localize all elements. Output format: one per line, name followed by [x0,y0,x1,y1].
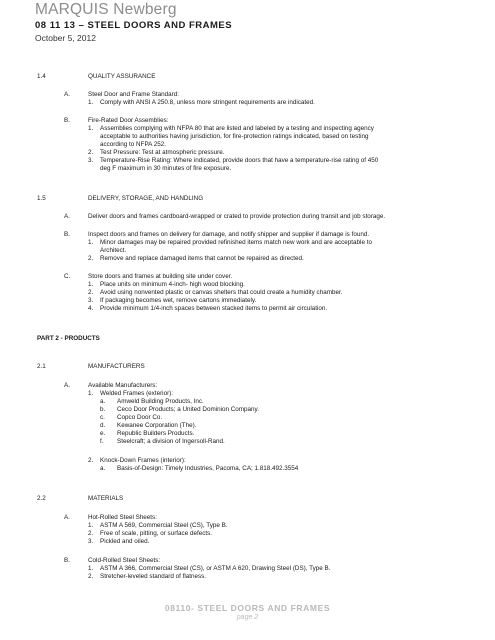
subitem-text: Steelcraft; a division of Ingersoll-Rand. [117,438,225,445]
subitem-text: Ceco Door Products; a United Dominion Company. [117,406,259,413]
article-label: B. [64,117,70,124]
article-text: Inspect doors and frames on delivery for damage, and notify shipper and supplier if damage is found. [88,231,370,238]
item-text: ASTM A 366, Commercial Steel (CS), or ASTM A 620, Drawing Steel (DS), Type B. [100,565,331,572]
article-label: A. [64,514,70,521]
item-text: Minor damages may be repaired provided refinished items match new work and are acceptable to [100,239,372,246]
article-text: Cold-Rolled Steel Sheets: [88,557,161,564]
section-number: 2.1 [37,363,46,370]
item-number: 3. [88,538,94,545]
section-number: 1.5 [37,195,46,202]
article-label: B. [64,557,70,564]
footer-page-number: page 2 [236,614,259,621]
item-number: 2. [88,289,94,296]
subitem-letter: a. [100,465,106,472]
section-number: 2.2 [37,495,46,502]
section-title: MATERIALS [88,495,124,502]
item-number: 1. [88,99,94,106]
subitem-letter: d. [100,422,106,429]
project-brand: MARQUIS Newberg [35,1,177,18]
document-date: October 5, 2012 [35,33,96,43]
item-number: 2. [88,149,94,156]
item-text: Test Pressure: Test at atmospheric pressure. [100,149,225,156]
section-title: MANUFACTURERS [88,363,145,370]
item-text: Architect. [100,247,127,254]
item-text: Comply with ANSI A 250.8, unless more stringent requirements are indicated. [100,99,315,106]
item-number: 1. [88,565,94,572]
item-text: ASTM A 569, Commercial Steel (CS), Type B. [100,522,228,529]
article-text: Deliver doors and frames cardboard-wrapped or crated to provide protection during transit and job storage. [88,213,386,220]
item-number: 1. [88,522,94,529]
item-text: Avoid using nonvented plastic or canvas shelters that could create a humidity chamber. [100,289,343,296]
item-text: Temperature-Rise Rating: Where indicated, provide doors that have a temperature-rise rating of 450 [100,157,379,164]
part-heading: PART 2 - PRODUCTS [37,335,100,342]
item-text: according to NFPA 252. [100,141,167,148]
article-label: A. [64,91,70,98]
item-text: Pickled and oiled. [100,538,150,545]
subitem-text: Copco Door Co. [117,414,163,421]
item-number: 1. [88,390,94,397]
item-text: Free of scale, pitting, or surface defects. [100,530,212,537]
item-text: deg F maximum in 30 minutes of fire exposure. [100,165,232,172]
item-text: Knock-Down Frames (interior): [100,457,186,464]
item-text: Stretcher-leveled standard of flatness. [100,573,207,580]
page-header [35,1,232,44]
item-text: Place units on minimum 4-inch- high wood blocking. [100,281,245,288]
subitem-text: Kewanee Corporation (The). [117,422,197,429]
subitem-text: Amweld Building Products, Inc. [117,398,204,405]
item-number: 2. [88,255,94,262]
item-text: Assemblies complying with NFPA 80 that are listed and labeled by a testing and inspecting agency [100,125,374,132]
item-number: 4. [88,305,94,312]
item-text: Provide minimum 1/4-inch spaces between stacked items to permit air circulation. [100,305,328,312]
item-number: 1. [88,125,94,132]
item-text: acceptable to authorities having jurisdiction, for fire-protection ratings indicated, based on testing [100,133,369,140]
article-text: Steel Door and Frame Standard: [88,91,180,98]
article-label: A. [64,382,70,389]
subitem-letter: b. [100,406,106,413]
article-text: Fire-Rated Door Assemblies: [88,117,169,124]
item-number: 3. [88,157,94,164]
item-text: If packaging becomes wet, remove cartons immediately. [100,297,257,304]
article-label: A. [64,213,70,220]
item-text: Welded Frames (exterior): [100,390,174,397]
subitem-text: Republic Builders Products. [117,430,195,437]
article-text: Hot-Rolled Steel Sheets: [88,514,157,521]
article-text: Store doors and frames at building site under cover. [88,273,233,280]
subitem-letter: e. [100,430,106,437]
section-title: QUALITY ASSURANCE [88,73,156,80]
subitem-letter: a. [100,398,106,405]
item-number: 2. [88,457,94,464]
subitem-text: Basis-of-Design: Timely Industries, Pacoma, CA; 1.818.492.3554 [117,465,299,472]
item-number: 2. [88,573,94,580]
section-number: 1.4 [37,73,46,80]
item-number: 2. [88,530,94,537]
item-number: 3. [88,297,94,304]
item-number: 1. [88,281,94,288]
article-text: Available Manufacturers: [88,382,158,389]
item-number: 1. [88,239,94,246]
document-title: 08 11 13 – STEEL DOORS AND FRAMES [35,20,233,31]
footer-title: 08110- STEEL DOORS AND FRAMES [164,603,331,613]
section-title: DELIVERY, STORAGE, AND HANDLING [88,195,204,202]
subitem-letter: c. [100,414,105,421]
article-label: B. [64,231,70,238]
subitem-letter: f. [100,438,104,445]
item-text: Remove and replace damaged items that cannot be repaired as directed. [100,255,304,262]
article-label: C. [64,273,71,280]
